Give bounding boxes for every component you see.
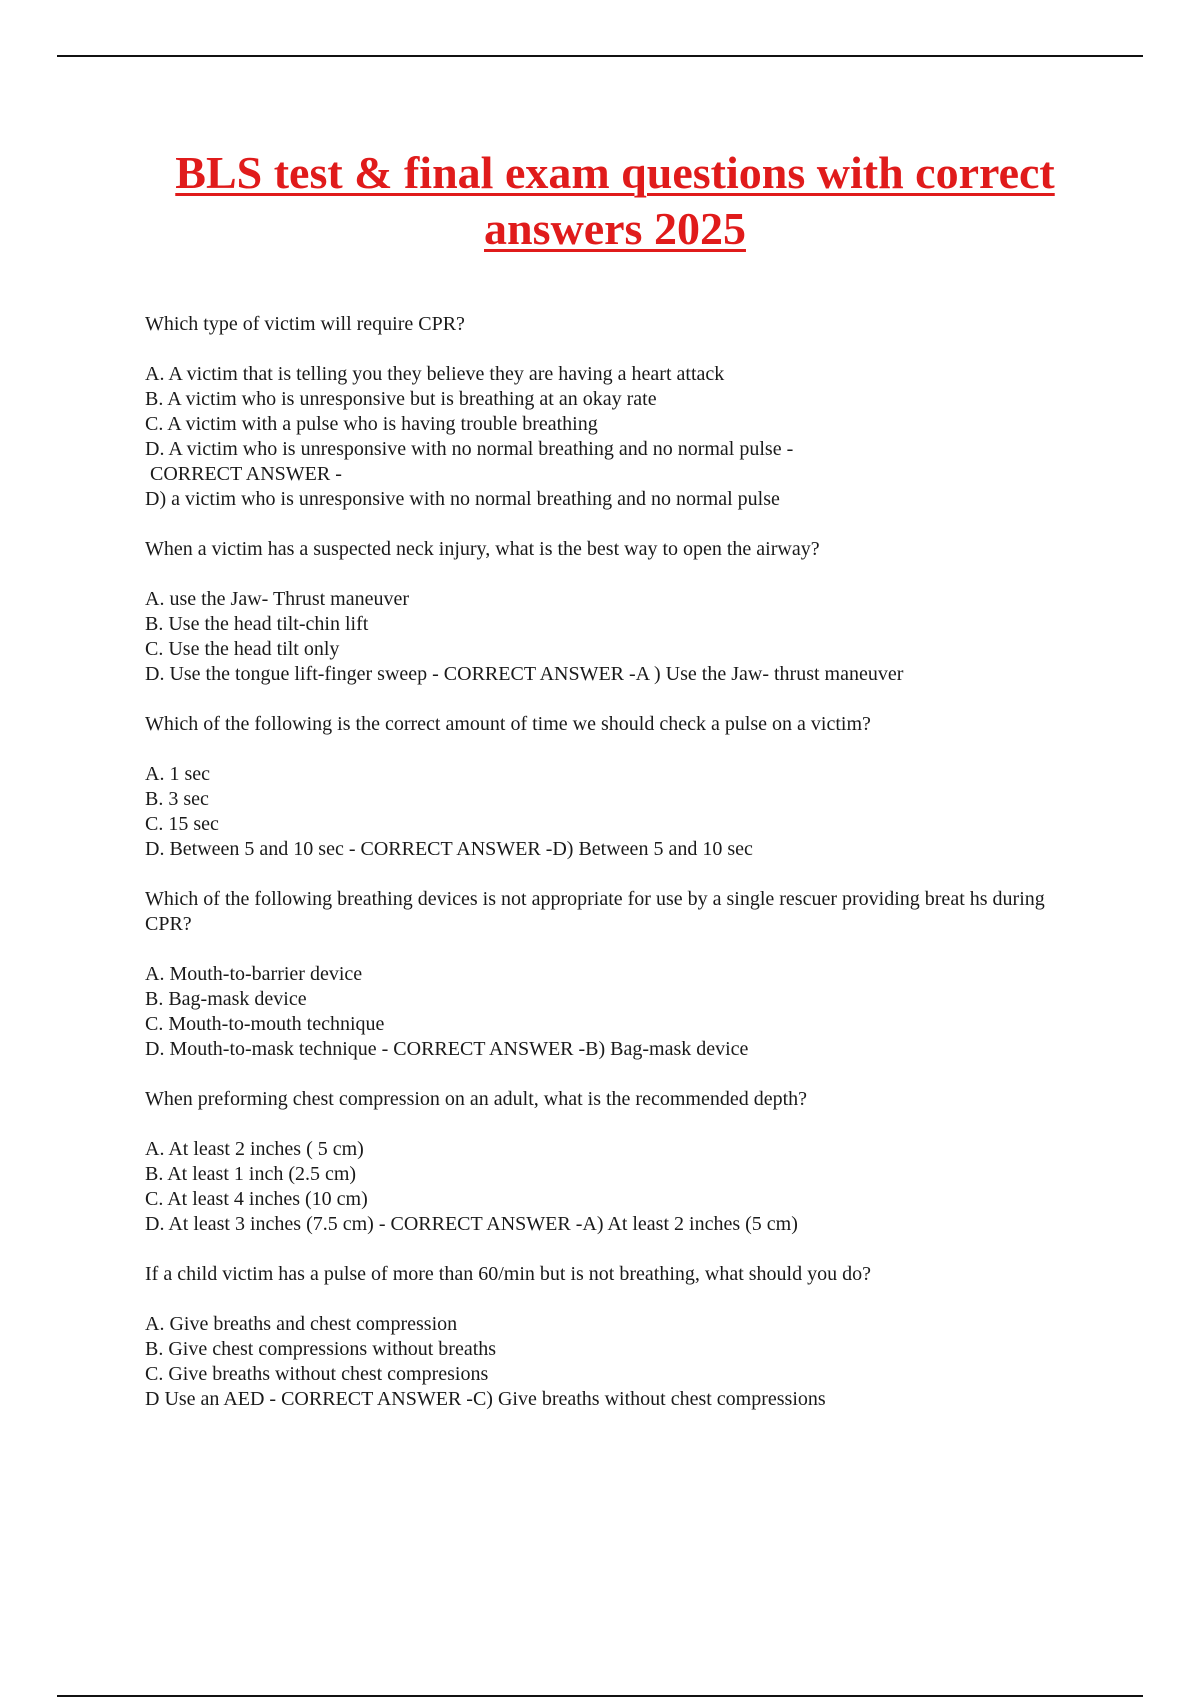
- question-block: [145, 887, 1085, 1062]
- question-list: [145, 312, 1085, 1437]
- question-block: [145, 712, 1085, 862]
- correct-answer-label: CORRECT ANSWER -: [145, 463, 342, 485]
- answer-option: D. Mouth-to-mask technique - CORRECT ANSWER -B) Bag-mask device: [145, 1038, 749, 1060]
- answer-option: B. A victim who is unresponsive but is breathing at an okay rate: [145, 388, 657, 410]
- answer-option: A. At least 2 inches ( 5 cm): [145, 1138, 364, 1160]
- answer-option: C. At least 4 inches (10 cm): [145, 1188, 368, 1210]
- answer-options: [145, 362, 1085, 512]
- answer-option: C. A victim with a pulse who is having trouble breathing: [145, 413, 598, 435]
- answer-option: C. Give breaths without chest compresions: [145, 1363, 489, 1385]
- answer-options: [145, 587, 1085, 687]
- answer-option: A. Give breaths and chest compression: [145, 1313, 458, 1335]
- answer-options: [145, 1137, 1085, 1237]
- answer-option: D. Between 5 and 10 sec - CORRECT ANSWER -D) Between 5 and 10 sec: [145, 838, 753, 860]
- answer-option: A. A victim that is telling you they believe they are having a heart attack: [145, 363, 725, 385]
- answer-options: [145, 962, 1085, 1062]
- answer-option: D. At least 3 inches (7.5 cm) - CORRECT ANSWER -A) At least 2 inches (5 cm): [145, 1213, 798, 1235]
- answer-option: C. 15 sec: [145, 813, 219, 835]
- answer-option: C. Mouth-to-mouth technique: [145, 1013, 385, 1035]
- answer-option: D. Use the tongue lift-finger sweep - CORRECT ANSWER -A ) Use the Jaw- thrust maneuver: [145, 663, 904, 685]
- answer-option: B. 3 sec: [145, 788, 209, 810]
- correct-answer: D) a victim who is unresponsive with no normal breathing and no normal pulse: [145, 488, 780, 510]
- answer-options: [145, 1312, 1085, 1412]
- question-text: When preforming chest compression on an adult, what is the recommended depth?: [145, 1088, 808, 1110]
- answer-option: B. At least 1 inch (2.5 cm): [145, 1163, 357, 1185]
- question-block: [145, 1262, 1085, 1412]
- question-text: When a victim has a suspected neck injury, what is the best way to open the airway?: [145, 538, 820, 560]
- question-text: Which of the following breathing devices is not appropriate for use by a single rescuer providing breat hs during CPR?: [145, 888, 1045, 935]
- answer-option: B. Bag-mask device: [145, 988, 307, 1010]
- answer-option: B. Use the head tilt-chin lift: [145, 613, 369, 635]
- answer-option: D. A victim who is unresponsive with no normal breathing and no normal pulse -: [145, 438, 794, 460]
- question-text: Which type of victim will require CPR?: [145, 313, 465, 335]
- answer-option: A. Mouth-to-barrier device: [145, 963, 363, 985]
- answer-option: D Use an AED - CORRECT ANSWER -C) Give breaths without chest compressions: [145, 1388, 826, 1410]
- question-text: If a child victim has a pulse of more than 60/min but is not breathing, what should you do?: [145, 1263, 871, 1285]
- answer-option: A. 1 sec: [145, 763, 210, 785]
- top-rule: [57, 55, 1143, 57]
- question-text: Which of the following is the correct amount of time we should check a pulse on a victim?: [145, 713, 871, 735]
- question-block: [145, 312, 1085, 512]
- document-title: BLS test & final exam questions with correct answers 2025: [175, 147, 1055, 254]
- answer-options: [145, 762, 1085, 862]
- answer-option: A. use the Jaw- Thrust maneuver: [145, 588, 410, 610]
- answer-option: B. Give chest compressions without breaths: [145, 1338, 497, 1360]
- question-block: [145, 537, 1085, 687]
- bottom-rule: [57, 1695, 1143, 1697]
- answer-option: C. Use the head tilt only: [145, 638, 340, 660]
- question-block: [145, 1087, 1085, 1237]
